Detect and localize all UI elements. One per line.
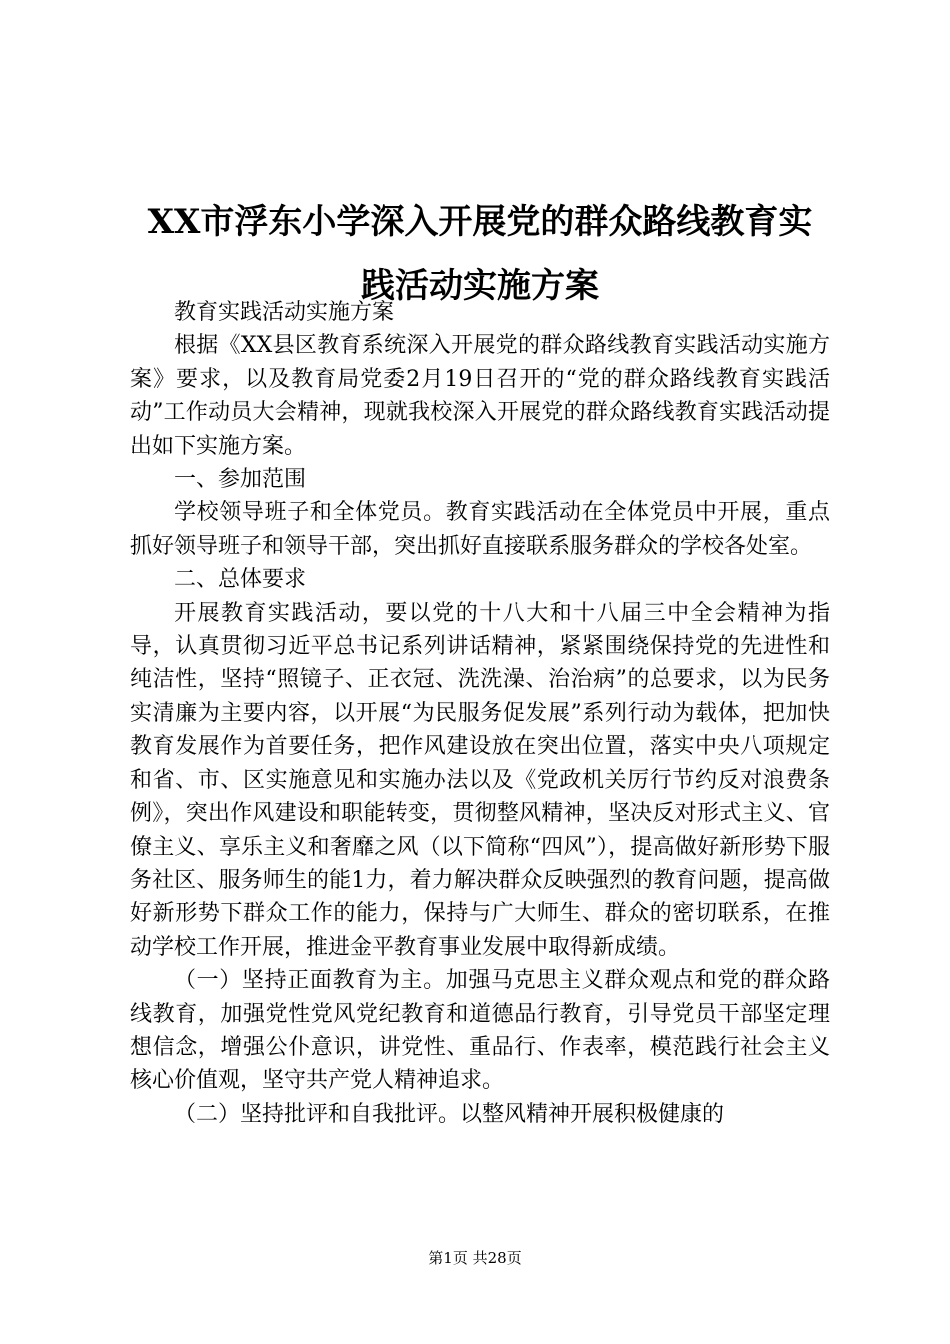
section-heading-requirements: 二、总体要求 bbox=[174, 567, 307, 593]
title-line-1: XX市浮东小学深入开展党的群众路线教育实 bbox=[147, 202, 813, 242]
paragraph-point-1: （一）坚持正面教育为主。加强马克思主义群众观点和党的群众路线教育，加强党性党风党纪教育和道德品行教育，引导党员干部坚定理想信念，增强公仆意识，讲党性、重品行、作表率，模范践行社会主义核心价值观，坚守共产党人精神追求。 bbox=[130, 968, 830, 1094]
page-footer: 第1页 共28页 bbox=[428, 1249, 522, 1267]
paragraph-subtitle: 教育实践活动实施方案 bbox=[174, 300, 395, 325]
title-line-2: 践活动实施方案 bbox=[361, 266, 599, 306]
section-heading-scope: 一、参加范围 bbox=[174, 467, 307, 493]
paragraph-intro: 根据《XX县区教育系统深入开展党的群众路线教育实践活动实施方案》要求，以及教育局党委2月19日召开的“党的群众路线教育实践活动”工作动员大会精神，现就我校深入开展党的群众路线教育实践活动提出如下实施方案。 bbox=[130, 333, 830, 459]
paragraph-point-2: （二）坚持批评和自我批评。以整风精神开展积极健康的 bbox=[174, 1101, 725, 1127]
paragraph-requirements: 开展教育实践活动，要以党的十八大和十八届三中全会精神为指导，认真贯彻习近平总书记系列讲话精神，紧紧围绕保持党的先进性和纯洁性，坚持“照镜子、正衣冠、洗洗澡、治治病”的总要求，以为民务实清廉为主要内容，以开展“为民服务促发展”系列行动为载体，把加快教育发展作为首要任务，把作风建设放在突出位置，落实中央八项规定和省、市、区实施意见和实施办法以及《党政机关厉行节约反对浪费条例》，突出作风建设和职能转变，贯彻整风精神，坚决反对形式主义、官僚主义、享乐主义和奢靡之风（以下简称“四风”），提高做好新形势下服务社区、服务师生的能1力，着力解决群众反映强烈的教育问题，提高做好新形势下群众工作的能力，保持与广大师生、群众的密切联系，在推动学校工作开展，推进金平教育事业发展中取得新成绩。 bbox=[130, 600, 830, 960]
paragraph-scope: 学校领导班子和全体党员。教育实践活动在全体党员中开展，重点抓好领导班子和领导干部，突出抓好直接联系服务群众的学校各处室。 bbox=[130, 500, 830, 559]
document-body bbox=[130, 296, 830, 1131]
